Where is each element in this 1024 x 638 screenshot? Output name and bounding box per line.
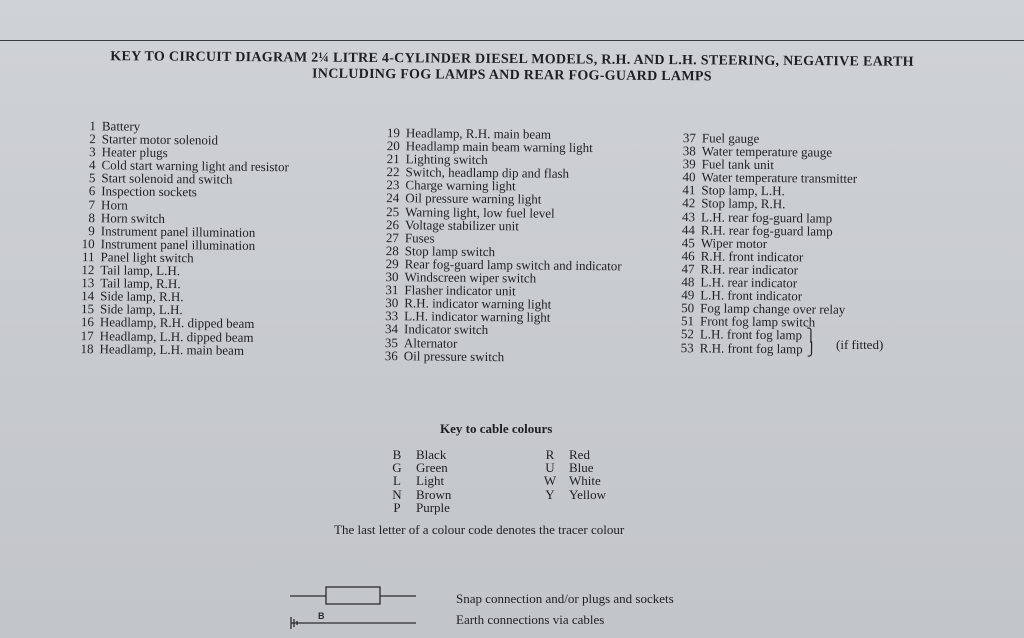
component-description: Horn — [101, 196, 128, 213]
component-number: 34 — [384, 321, 399, 337]
component-description: Instrument panel illumination — [100, 236, 256, 253]
component-description: L.H. rear fog-guard lamp — [701, 208, 833, 226]
component-description: Alternator — [403, 334, 458, 351]
component-number: 9 — [88, 222, 95, 238]
component-number: 49 — [681, 287, 695, 303]
component-description: Charge warning light — [405, 177, 516, 194]
component-number: 17 — [80, 327, 94, 343]
component-number: 50 — [681, 300, 695, 316]
component-description: L.H. indicator warning light — [404, 308, 551, 325]
component-description: Headlamp, R.H. main beam — [405, 125, 552, 142]
component-number: 15 — [80, 301, 95, 317]
component-description: Heater plugs — [101, 144, 168, 161]
component-description: R.H. front fog lamp — [699, 339, 803, 356]
cable-colour-name: White — [569, 473, 601, 489]
component-number: 44 — [681, 221, 696, 237]
component-number: 2 — [89, 131, 96, 147]
cable-colour-code: L — [393, 473, 401, 489]
component-number: 43 — [682, 208, 696, 224]
component-number: 37 — [682, 130, 697, 146]
component-number: 33 — [385, 308, 399, 324]
cable-colour-code: B — [392, 447, 402, 462]
component-description: Battery — [101, 118, 141, 134]
component-description: R.H. rear indicator — [700, 261, 799, 278]
component-description: Fuel gauge — [701, 130, 760, 146]
cable-colour-name: Purple — [416, 499, 450, 515]
component-description: Front fog lamp switch — [699, 313, 816, 330]
component-number: 3 — [89, 144, 96, 160]
component-number: 13 — [81, 275, 95, 291]
component-number: 16 — [80, 314, 94, 330]
component-number: 31 — [385, 282, 399, 298]
component-description: Stop lamp, L.H. — [701, 182, 785, 199]
cable-colour-name: Black — [416, 447, 447, 462]
component-description: Instrument panel illumination — [100, 223, 256, 240]
component-description: Headlamp, L.H. dipped beam — [99, 327, 254, 345]
component-description: Fog lamp change over relay — [700, 300, 846, 318]
cable-colour-name: Light — [416, 473, 445, 489]
cable-colour-code: Y — [545, 486, 555, 502]
component-description: Horn switch — [100, 209, 165, 226]
component-description: Flasher indicator unit — [404, 282, 516, 299]
component-description: Voltage stabilizer unit — [404, 216, 519, 234]
component-number: 23 — [386, 177, 400, 193]
component-description: Start solenoid and switch — [101, 170, 233, 188]
cable-colour-name: Green — [416, 460, 448, 476]
component-number: 24 — [386, 190, 400, 206]
cable-colour-code: W — [543, 473, 557, 489]
earth-connection-label: Earth connections via cables — [456, 612, 605, 627]
component-number: 42 — [682, 195, 696, 211]
component-number: 51 — [680, 313, 695, 329]
component-number: 21 — [386, 151, 400, 167]
component-description: Water temperature gauge — [701, 143, 833, 160]
component-description: Oil pressure switch — [403, 347, 505, 364]
component-description: Switch, headlamp dip and flash — [405, 164, 570, 182]
component-description: Headlamp, R.H. dipped beam — [99, 314, 255, 332]
component-description: Lighting switch — [405, 151, 488, 168]
component-number: 27 — [385, 229, 400, 245]
component-number: 8 — [88, 209, 96, 225]
component-number: 14 — [81, 288, 95, 304]
component-number: 53 — [680, 339, 694, 355]
component-description: Panel light switch — [100, 249, 194, 266]
fog-lamp-brace: ⎫ — [805, 327, 816, 343]
component-number: 35 — [384, 334, 398, 350]
component-number: 7 — [88, 196, 96, 212]
component-number: 30 — [385, 295, 399, 311]
component-number: 38 — [682, 143, 696, 159]
component-number: 45 — [681, 234, 695, 251]
component-description: Inspection sockets — [101, 183, 197, 200]
component-number: 4 — [88, 157, 96, 173]
earth-connection-symbol — [291, 617, 416, 629]
component-number: 22 — [386, 164, 400, 180]
component-description: Warning light, low fuel level — [405, 203, 555, 221]
component-number: 41 — [682, 182, 696, 198]
title-line-1: KEY TO CIRCUIT DIAGRAM 2¼ LITRE 4-CYLINDER DIESEL MODELS, R.H. AND L.H. STEERING, NEGATIVE EARTH — [110, 49, 914, 70]
component-description: Tail lamp, L.H. — [100, 262, 181, 279]
component-description: Wiper motor — [700, 235, 768, 251]
component-description: Fuses — [404, 230, 435, 246]
component-description: Side lamp, L.H. — [99, 301, 183, 318]
component-description: Starter motor solenoid — [101, 131, 219, 148]
component-number: 10 — [81, 235, 95, 252]
component-number: 1 — [89, 118, 97, 134]
component-number: 5 — [88, 170, 96, 186]
component-number: 25 — [386, 203, 400, 219]
component-description: Headlamp main beam warning light — [405, 138, 593, 156]
component-number: 26 — [385, 216, 400, 232]
if-fitted-note: (if fitted) — [836, 337, 884, 352]
component-description: Water temperature transmitter — [701, 169, 858, 187]
component-number: 30 — [385, 269, 399, 285]
component-number: 29 — [385, 256, 399, 272]
component-number: 39 — [682, 156, 696, 172]
component-number: 20 — [386, 138, 400, 154]
component-description: Indicator switch — [403, 321, 489, 338]
component-description: Stop lamp, R.H. — [701, 195, 786, 212]
component-number: 18 — [80, 340, 94, 356]
component-number: 12 — [81, 262, 95, 278]
cable-colour-code: U — [545, 460, 555, 476]
component-description: Tail lamp, R.H. — [100, 275, 181, 292]
cable-colour-name: Yellow — [569, 486, 606, 502]
snap-connection-symbol — [290, 587, 416, 604]
component-description: L.H. front indicator — [700, 287, 803, 304]
component-description: Rear fog-guard lamp switch and indicator — [404, 256, 622, 274]
component-number: 48 — [681, 274, 695, 290]
component-description: Windscreen wiper switch — [404, 269, 537, 286]
cable-colour-code: P — [393, 499, 401, 515]
component-number: 40 — [682, 169, 696, 185]
component-description: L.H. front fog lamp — [699, 326, 803, 343]
component-description: Fuel tank unit — [701, 156, 774, 173]
cable-colour-name: Red — [569, 447, 590, 462]
earth-symbol-label: B — [318, 611, 325, 621]
component-description: Oil pressure warning light — [405, 190, 542, 208]
cable-colour-code: G — [392, 460, 402, 476]
component-description: Side lamp, R.H. — [100, 288, 184, 305]
component-description: R.H. front indicator — [700, 248, 804, 265]
component-number: 36 — [384, 347, 398, 363]
component-description: R.H. indicator warning light — [404, 295, 552, 312]
cable-colour-name: Brown — [416, 486, 452, 502]
cable-key-title: Key to cable colours — [440, 421, 553, 436]
component-description: L.H. rear indicator — [700, 274, 798, 291]
snap-connection-label: Snap connection and/or plugs and sockets — [456, 591, 674, 606]
tracer-colour-note: The last letter of a colour code denotes the tracer colour — [334, 522, 625, 537]
component-number: 46 — [681, 247, 695, 264]
component-description: R.H. rear fog-guard lamp — [700, 222, 833, 239]
component-description: Cold start warning light and resistor — [101, 157, 289, 175]
component-number: 52 — [680, 326, 694, 342]
title-line-2: INCLUDING FOG LAMPS AND REAR FOG-GUARD LAMPS — [312, 66, 712, 85]
component-number: 28 — [385, 242, 399, 259]
fog-lamp-brace: ⎭ — [806, 340, 817, 357]
cable-colour-name: Blue — [569, 460, 594, 476]
component-description: Stop lamp switch — [404, 243, 496, 259]
component-description: Headlamp, L.H. main beam — [99, 340, 245, 358]
cable-colour-code: R — [545, 447, 555, 462]
component-number: 6 — [88, 183, 96, 199]
component-number: 19 — [386, 125, 401, 141]
cable-colour-code: N — [392, 486, 402, 502]
component-number: 11 — [81, 249, 95, 265]
component-number: 47 — [681, 261, 695, 277]
